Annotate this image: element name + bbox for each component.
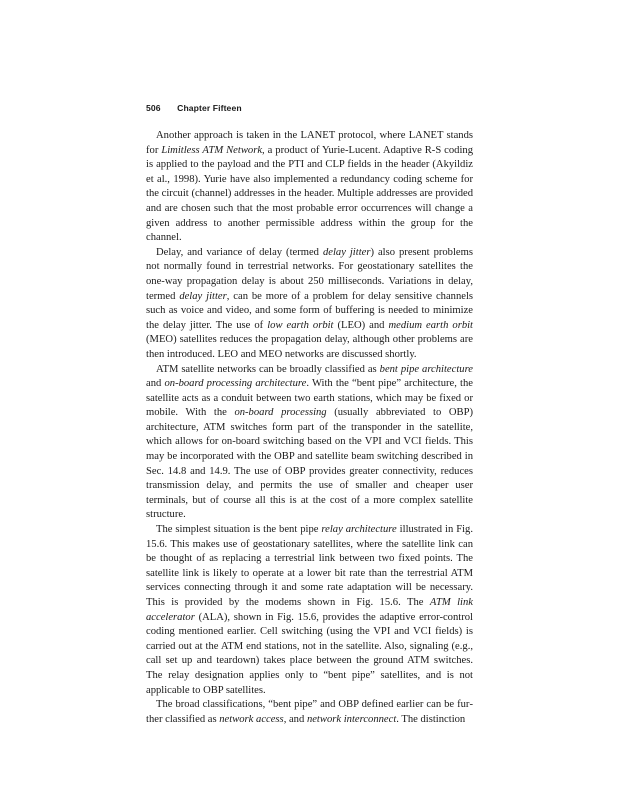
italic-term: network interconnect xyxy=(306,713,397,725)
text-run: illustrated in Fig. 15.6. This makes use of geostationary satellites, where the satellite link can be thought of as replacing a terrestrial link between two fixed points. The satellite link is likely to operate at a lower bit rate than the terrestrial ATM services connecting through it and some rate adaptation will be necessary. This is provided by the modems shown in Fig. 15.6. The xyxy=(146,524,473,608)
italic-term: low earth orbit xyxy=(267,319,334,331)
italic-term: on-board processing architecture xyxy=(164,378,307,390)
italic-term: bent pipe architecture xyxy=(379,363,474,375)
page-number: 506 xyxy=(146,103,161,113)
running-header xyxy=(146,103,242,113)
italic-term: delay jitter xyxy=(322,246,371,258)
chapter-title: Chapter Fifteen xyxy=(177,103,242,113)
text-run: and xyxy=(146,378,165,390)
text-run: The broad classifications, “bent pipe” and OBP defined earlier can be further classified as xyxy=(146,699,473,725)
text-run: . The distinction xyxy=(396,713,466,725)
paragraph xyxy=(146,246,473,363)
text-run: (usually abbreviated to OBP) architecture, ATM switches form part of the transponder in the satellite, which allows for on-board switching based on the VPI and VCI fields. This may be incorporated with the OBP and satellite beam switching described in Sec. 14.8 and 14.9. The use of OBP provides greater connectivity, reduces transmission delay, and permits the use of smaller and cheaper user terminals, but of course all this is at the cost of a more complex satellite structure. xyxy=(146,407,473,521)
paragraph xyxy=(146,129,473,246)
italic-term: delay jitter xyxy=(179,290,227,302)
italic-term: medium earth orbit xyxy=(388,319,473,331)
text-run: Another approach is taken in the LANET protocol, where LANET stands for xyxy=(146,130,473,156)
italic-term: relay architecture xyxy=(321,524,397,536)
text-run: , and xyxy=(283,713,307,725)
text-run: ) also present problems not normally found in terrestrial networks. For geostationary satellites the one-way propagation delay is about 250 milliseconds. Variations in delay, termed xyxy=(146,246,473,302)
text-run: , can be more of a problem for delay sensitive channels such as voice and video, and some form of buffering is needed to minimize the delay jitter. The use of xyxy=(146,290,474,331)
paragraph xyxy=(146,698,473,727)
italic-term: Limitless ATM Network xyxy=(161,144,263,156)
text-run: The simplest situation is the bent pipe xyxy=(156,524,322,536)
italic-term: network access xyxy=(219,713,284,725)
text-run: , a product of Yurie-Lucent. Adaptive R-S coding is applied to the payload and the PTI and CLP fields in the header (Akyildiz et al., 1998). Yurie have also implemented a redundancy coding scheme for the circuit (channel) addresses in the header. Multiple addresses are provided and are chosen such that the most probable error occurrences will change a given address to another permissible address within the group for the channel. xyxy=(146,144,474,244)
text-run: (ALA), shown in Fig. 15.6, provides the adaptive error-control coding mentioned earlier. Cell switching (using the VPI and VCI fields) is carried out at the ATM end stations, not in the satellite. Also, signaling (e.g., call set up and teardown) takes place between the ground ATM switches. The relay designation applies only to “bent pipe” satellites, and is not applicable to OBP satellites. xyxy=(146,611,473,696)
italic-term: on-board processing xyxy=(234,407,327,419)
italic-term: ATM link accelerator xyxy=(146,597,474,623)
text-run: (LEO) and xyxy=(333,319,389,331)
paragraph xyxy=(146,523,473,698)
paragraph xyxy=(146,363,473,524)
body-text xyxy=(146,129,473,727)
text-run: Delay, and variance of delay (termed xyxy=(156,246,323,258)
text-run: (MEO) satellites reduces the propagation delay, although other problems are then introduced. LEO and MEO networks are discussed shortly. xyxy=(146,334,473,360)
text-run: ATM satellite networks can be broadly classified as xyxy=(156,363,380,375)
text-run: . With the “bent pipe” architecture, the satellite acts as a conduit between two earth stations, which may be fixed or mobile. With the xyxy=(146,378,473,419)
